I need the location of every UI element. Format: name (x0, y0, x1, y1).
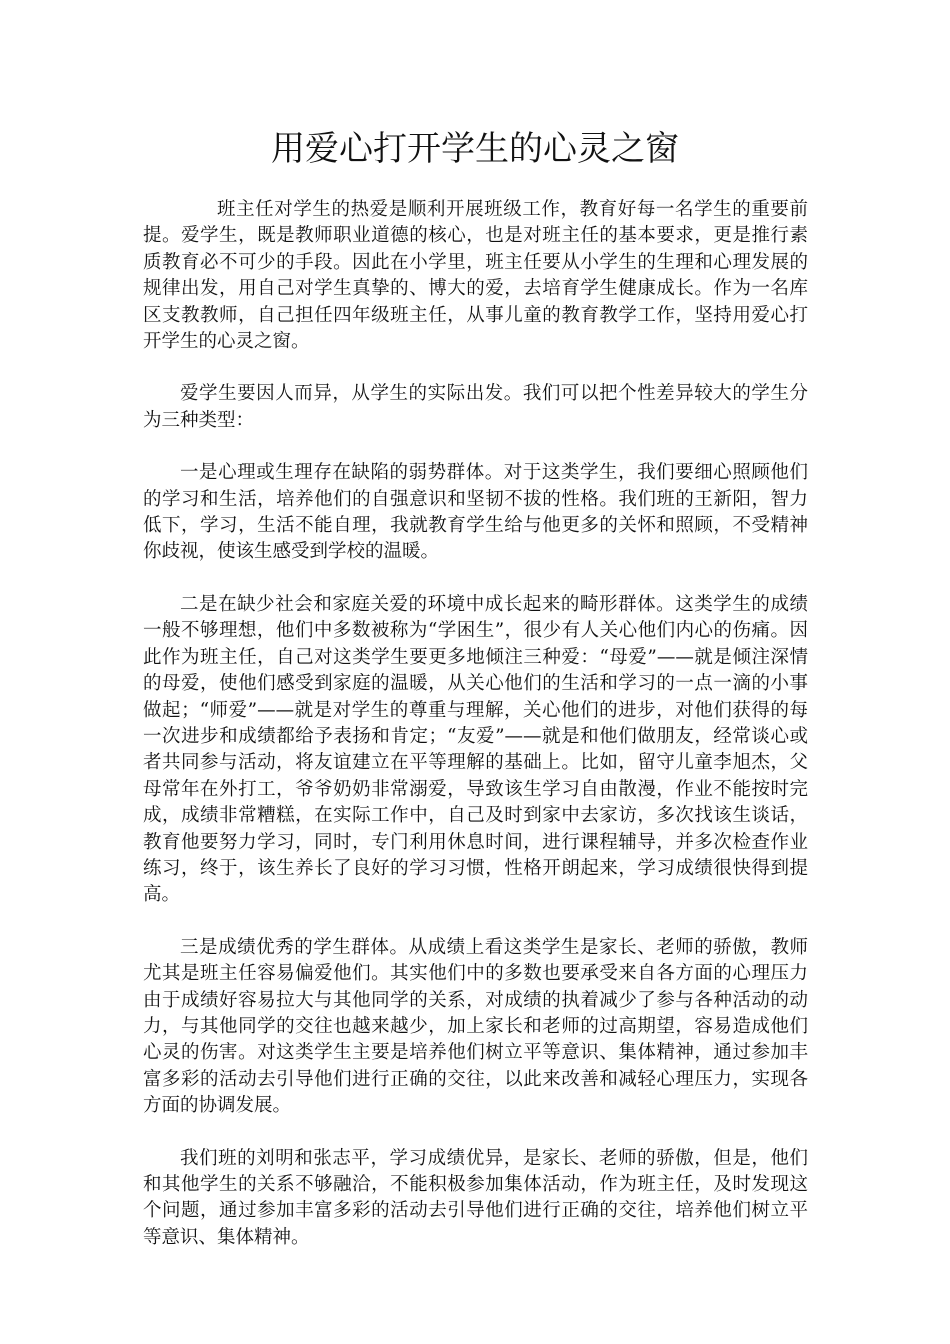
paragraph-type-one: 一是心理或生理存在缺陷的弱势群体。对于这类学生，我们要细心照顾他们的学习和生活，培养他们的自强意识和坚韧不拔的性格。我们班的王新阳，智力低下，学习，生活不能自理，我就教育学生给与他更多的关怀和照顾，不受精神你歧视，使该生感受到学校的温暖。 (143, 462, 808, 563)
paragraph-intro: 班主任对学生的热爱是顺利开展班级工作，教育好每一名学生的重要前提。爱学生，既是教师职业道德的核心，也是对班主任的基本要求，更是推行素质教育必不可少的手段。因此在小学里，班主任要从小学生的生理和心理发展的规律出发，用自己对学生真挚的、博大的爱，去培育学生健康成长。作为一名库区支教教师，自己担任四年级班主任，从事儿童的教育教学工作，坚持用爱心打开学生的心灵之窗。 (143, 199, 808, 353)
document-body (143, 197, 808, 1277)
paragraph-type-three: 三是成绩优秀的学生群体。从成绩上看这类学生是家长、老师的骄傲，教师尤其是班主任容易偏爱他们。其实他们中的多数也要承受来自各方面的心理压力由于成绩好容易拉大与其他同学的关系，对成绩的执着减少了参与各种活动的动力，与其他同学的交往也越来越少，加上家长和老师的过高期望，容易造成他们心灵的伤害。对这类学生主要是培养他们树立平等意识、集体精神，通过参加丰富多彩的活动去引导他们进行正确的交往，以此来改善和减轻心理压力，实现各方面的协调发展。 (143, 936, 808, 1117)
document-title: 用爱心打开学生的心灵之窗 (271, 129, 679, 169)
paragraph-type-two: 二是在缺少社会和家庭关爱的环境中成长起来的畸形群体。这类学生的成绩一般不够理想，他们中多数被称为“学困生”，很少有人关心他们内心的伤痛。因此作为班主任，自己对这类学生要更多地倾注三种爱：“母爱”——就是倾注深情的母爱，使他们感受到家庭的温暖，从关心他们的生活和学习的一点一滴的小事做起；“师爱”——就是对学生的尊重与理解，关心他们的进步，对他们获得的每一次进步和成绩都给予表扬和肯定；“友爱”——就是和他们做朋友，经常谈心或者共同参与活动，将友谊建立在平等理解的基础上。比如，留守儿童李旭杰，父母常年在外打工，爷爷奶奶非常溺爱，导致该生学习自由散漫，作业不能按时完成，成绩非常糟糕，在实际工作中，自己及时到家中去家访，多次找该生谈话，教育他要努力学习，同时，专门利用休息时间，进行课程辅导，并多次检查作业练习，终于，该生养长了良好的学习习惯，性格开朗起来，学习成绩很快得到提高。 (143, 593, 808, 906)
paragraph-types-overview: 爱学生要因人而异，从学生的实际出发。我们可以把个性差异较大的学生分为三种类型： (143, 383, 808, 431)
paragraph-example: 我们班的刘明和张志平，学习成绩优异，是家长、老师的骄傲，但是，他们和其他学生的关系不够融洽，不能积极参加集体活动，作为班主任，及时发现这个问题，通过参加丰富多彩的活动去引导他们进行正确的交往，培养他们树立平等意识、集体精神。 (143, 1147, 808, 1248)
